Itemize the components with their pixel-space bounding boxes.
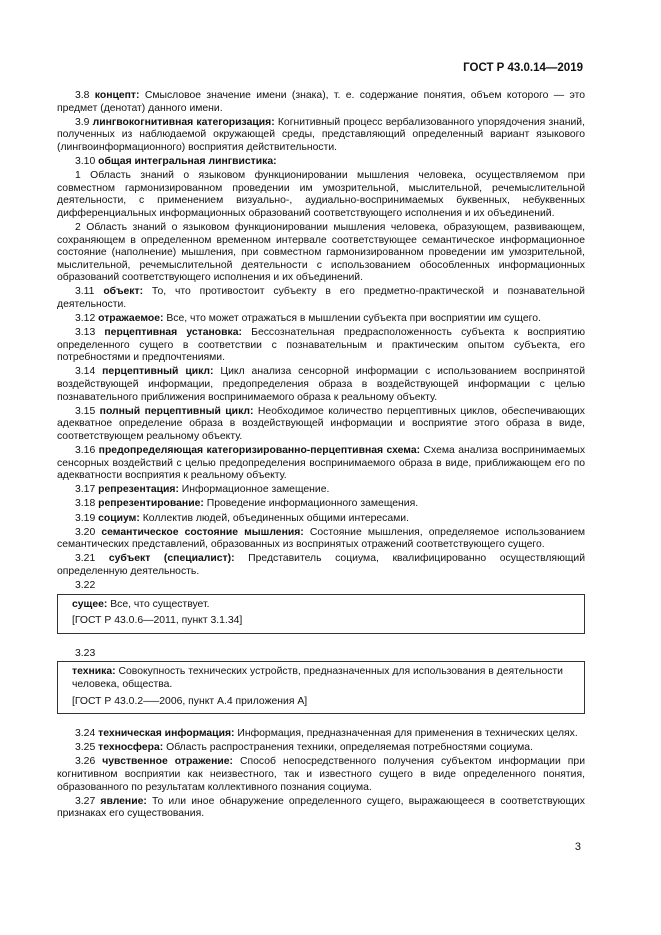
entry-3-27: 3.27 явление: То или иное обнаружение определенного сущего, выражающееся в соответствующих признаках его существования. (57, 795, 585, 820)
entry-3-21: 3.21 субъект (специалист): Представитель социума, квалифицированно осуществляющий определенную деятельность. (57, 553, 586, 577)
entry-3-22-number: 3.22 (75, 579, 96, 591)
entry-3-17: 3.17 репрезентация: Информационное замещение. (75, 484, 330, 496)
entry-3-13: 3.13 перцептивная установка: Бессознательная предрасположенность субъекта к восприятию определенного сущего в соответствии с познавательным и практическим опытом субъекта, его потребностями и предпочтениями. (57, 327, 585, 364)
entry-3-15: 3.15 полный перцептивный цикл: Необходимое количество перцептивных циклов, обеспечивающих адекватное определение образа в воздействующей информации и восприятие этого образа в виде, соответствующем реальному объекту. (57, 405, 586, 442)
entry-3-10-def-1: 1 Область знаний о языковом функционировании мышления человека, осуществляемом при совместном гармонизированном проведении им умозрительной, мыслительной, речемыслительной деятельности, с применением визуально-, аудиально-воспринимаемых буквенных, небуквенных дифференциальных информационных образований соответствующего исполнения и их объединений. (57, 170, 585, 219)
entry-3-10-def-2: 2 Область знаний о языковом функционировании мышления человека, образующем, развивающем, сохраняющем в определенном временном интервале соответствующее семантическое информационное состояние (наполнение) мышления, при совместном гармонизированном проведении им умозрительной, мыслительной, речемыслительной деятельности с использованием обособленных информационных образований соответствующего исполнения и их объединений. (57, 221, 585, 284)
entry-3-24: 3.24 техническая информация: Информация, предназначенная для применения в технических целях. (75, 728, 578, 740)
page-number: 3 (574, 841, 581, 853)
entry-3-11: 3.11 объект: То, что противостоит субъекту в его предметно-практической и познавательной деятельности. (57, 286, 585, 310)
entry-3-20: 3.20 семантическое состояние мышления: Состояние мышления, определяемое использованием семантических представлений, образованных из воспринятых отражений соответствующего сущего. (57, 526, 586, 551)
entry-3-22-box (57, 594, 585, 634)
entry-3-18: 3.18 репрезентирование: Проведение информационного замещения. (75, 498, 419, 510)
entry-3-22-definition: сущее: Все, что существует. (72, 598, 210, 610)
entry-3-23-reference: [ГОСТ Р 43.0.2—–2006, пункт А.4 приложения А] (72, 695, 308, 707)
entry-3-19: 3.19 социум: Коллектив людей, объединенных общими интересами. (75, 512, 409, 524)
entry-3-23-number: 3.23 (75, 647, 96, 659)
entry-3-22-reference: [ГОСТ Р 43.0.6—2011, пункт 3.1.34] (72, 615, 243, 627)
entry-3-26: 3.26 чувственное отражение: Способ непосредственного получения субъектом информации при когнитивном восприятии как неизвестного, так и известного сущего в виде определенного понятия, образованного по результатам коллективного познания социума. (57, 756, 585, 793)
entry-3-14: 3.14 перцептивный цикл: Цикл анализа сенсорной информации с использованием воспринятой воздействующей информации, предопределения образа в воздействующей информации с целью познавательного приближения воспринимаемого образа к реальному объекту. (57, 366, 586, 403)
entry-3-12: 3.12 отражаемое: Все, что может отражаться в мышлении субъекта при восприятии им сущего. (75, 313, 541, 325)
entry-3-23-definition: техника: Совокупность технических устройств, предназначенных для использования в деятельности человека, общества. (72, 666, 563, 690)
entry-3-8: 3.8 концепт: Смысловое значение имени (знака), т. е. содержание понятия, объем которого — это предмет (денотат) данного имени. (57, 90, 586, 114)
document-body (57, 90, 585, 822)
entry-3-10: 3.10 общая интегральная лингвистика: (75, 155, 277, 167)
entry-3-25: 3.25 техносфера: Область распространения техники, определяемая потребностями социума. (75, 742, 533, 754)
entry-3-23-box (57, 661, 585, 714)
entry-3-16: 3.16 предопределяющая категоризированно-перцептивная схема: Схема анализа воспринимаемых сенсорных воздействий с целью предопределения воспринимаемого образа в виде, приближающем его по адекватности восприятия к реальному объекту. (57, 445, 586, 482)
document-header: ГОСТ Р 43.0.14—2019 (463, 62, 583, 74)
entry-3-9: 3.9 лингвокогнитивная категоризация: Когнитивный процесс вербализованного упорядочения знаний, полученных из наблюдаемой окружающей среды, представляющий определенный вариант языкового (лингвоинформационного) восприятия действительности. (57, 116, 585, 153)
